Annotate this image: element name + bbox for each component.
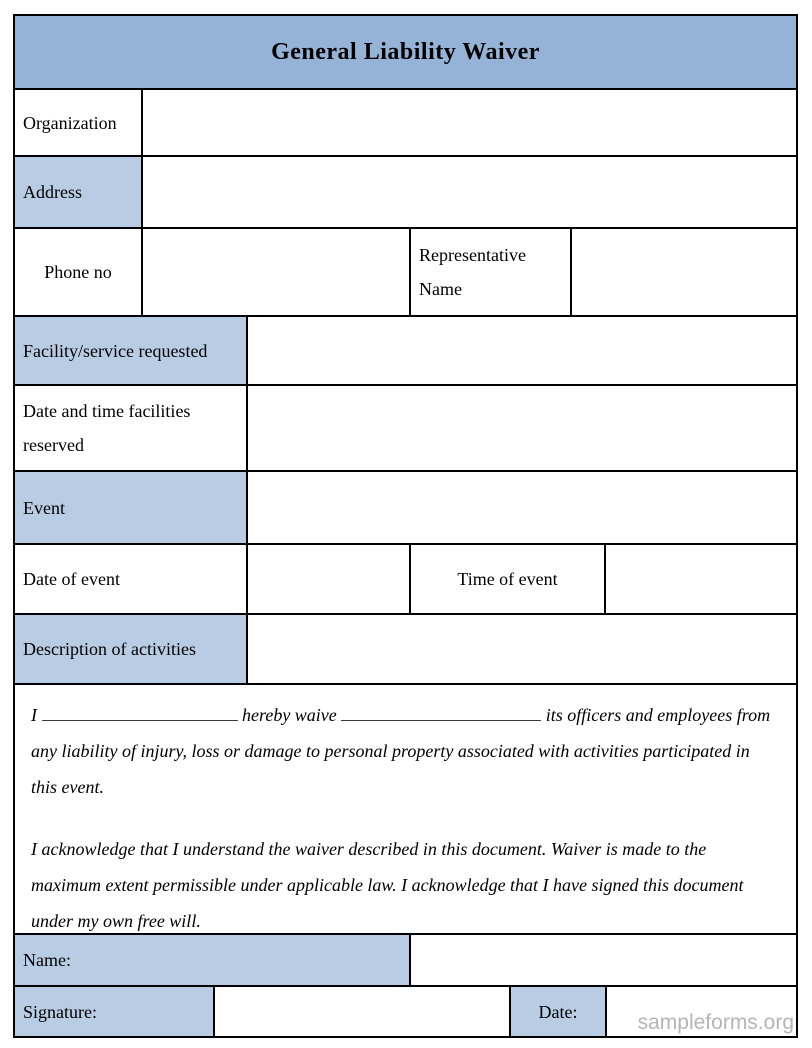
- time-of-event-label: Time of event: [409, 545, 604, 613]
- signature-label: Signature:: [15, 987, 213, 1036]
- date-of-event-input[interactable]: [246, 545, 409, 613]
- waiver-text-row: [15, 683, 796, 933]
- waiver-p1-mid: hereby waive: [242, 705, 337, 725]
- phone-row: [15, 227, 796, 315]
- phone-label: Phone no: [44, 262, 112, 282]
- date-of-event-label: Date of event: [23, 569, 120, 589]
- name-label: Name:: [15, 935, 409, 985]
- representative-name-input[interactable]: [570, 229, 796, 315]
- signature-row: [15, 985, 796, 1036]
- datetime-reserved-row: [15, 384, 796, 470]
- waiver-paragraph-1: [31, 697, 780, 805]
- waiver-p1-suffix: its officers and employees from any liability of injury, loss or damage to personal property associated with activities participated in this event.: [31, 705, 771, 797]
- date-of-event-row: [15, 543, 796, 613]
- datetime-reserved-label: Date and time facilities reserved: [23, 401, 191, 455]
- description-row: [15, 613, 796, 683]
- facility-row: [15, 315, 796, 384]
- event-row: [15, 470, 796, 543]
- name-row: [15, 933, 796, 985]
- facility-label: Facility/service requested: [15, 317, 246, 384]
- facility-input[interactable]: [246, 317, 796, 384]
- date-label: Date:: [509, 987, 605, 1036]
- blank-line-name[interactable]: [42, 702, 238, 721]
- event-label: Event: [15, 472, 246, 543]
- organization-label: Organization: [23, 112, 117, 133]
- time-of-event-input[interactable]: [604, 545, 796, 613]
- event-input[interactable]: [246, 472, 796, 543]
- waiver-p1-prefix: I: [31, 705, 37, 725]
- representative-name-label: Representative Name: [409, 229, 570, 315]
- description-input[interactable]: [246, 615, 796, 683]
- description-label: Description of activities: [15, 615, 246, 683]
- address-row: [15, 155, 796, 227]
- page-title: General Liability Waiver: [271, 38, 540, 65]
- signature-input[interactable]: [213, 987, 509, 1036]
- phone-input[interactable]: [141, 229, 409, 315]
- organization-row: [15, 88, 796, 155]
- blank-line-waived-party[interactable]: [341, 702, 541, 721]
- address-label: Address: [15, 157, 141, 227]
- watermark: sampleforms.org: [637, 1011, 794, 1034]
- waiver-paragraph-2: I acknowledge that I understand the waiver described in this document. Waiver is made to the maximum extent permissible under applicable law. I acknowledge that I have signed this document under my own free will.: [31, 839, 744, 931]
- date-input[interactable]: [605, 987, 796, 1036]
- datetime-reserved-input[interactable]: [246, 386, 796, 470]
- form-header: [15, 16, 796, 88]
- waiver-form-table: [13, 14, 798, 1038]
- name-input[interactable]: [409, 935, 796, 985]
- organization-input[interactable]: [141, 90, 796, 155]
- address-input[interactable]: [141, 157, 796, 227]
- waiver-text-cell: [15, 685, 796, 933]
